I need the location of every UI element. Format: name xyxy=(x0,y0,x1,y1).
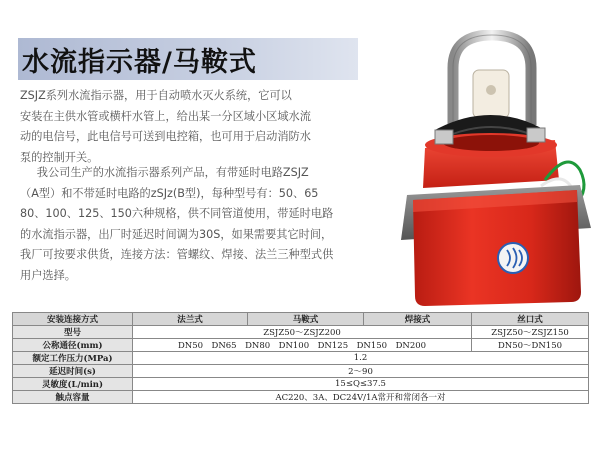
spec-row xyxy=(13,352,589,365)
row-value: 2～90 xyxy=(133,365,589,378)
row-value: ZSJZ50～ZSJZ150 xyxy=(472,326,589,339)
row-label: 触点容量 xyxy=(13,391,133,404)
row-value: 1.2 xyxy=(133,352,589,365)
header-cell: 焊接式 xyxy=(364,313,472,326)
description-paragraph-1 xyxy=(20,86,375,168)
row-label: 额定工作压力(MPa) xyxy=(13,352,133,365)
row-label: 延迟时间(s) xyxy=(13,365,133,378)
description-paragraph-2 xyxy=(20,163,375,286)
spec-row xyxy=(13,326,589,339)
text-line: ZSJZ系列水流指示器，用于自动喷水灭火系统，它可以 xyxy=(20,89,292,102)
spec-table xyxy=(12,312,589,404)
page-title: 水流指示器/马鞍式 xyxy=(22,47,257,78)
row-value: DN50～DN150 xyxy=(472,339,589,352)
text-line: 动的电信号，此电信号可送到电控箱，也可用于启动消防水 xyxy=(20,130,311,143)
row-value: DN50 DN65 DN80 DN100 DN125 DN150 DN200 xyxy=(133,339,472,352)
row-value: AC220、3A、DC24V/1A常开和常闭各一对 xyxy=(133,391,589,404)
text-line: 的水流指示器，出厂时延迟时间调为30S，如果需要其它时间， xyxy=(20,227,333,241)
header-cell: 马鞍式 xyxy=(248,313,364,326)
row-label: 灵敏度(L/min) xyxy=(13,378,133,391)
text-line: 泵的控制开关。 xyxy=(20,150,99,164)
product-photo xyxy=(395,30,595,310)
spec-row xyxy=(13,365,589,378)
spec-row xyxy=(13,391,589,404)
text-line: （A型）和不带延时电路的zSJz(B型)，每种型号有：50、65 xyxy=(20,186,319,200)
row-value: ZSJZ50～ZSJZ200 xyxy=(133,326,472,339)
text-line: 用户选择。 xyxy=(20,268,76,282)
header-cell: 法兰式 xyxy=(133,313,248,326)
text-line: 我公司生产的水流指示器系列产品，有带延时电路ZSJZ xyxy=(36,166,309,179)
header-cell: 安装连接方式 xyxy=(13,313,133,326)
row-label: 公称通径(mm) xyxy=(13,339,133,352)
spec-header-row xyxy=(13,313,589,326)
text-line: 安装在主供水管或横杆水管上，给出某一分区域小区域水流 xyxy=(20,109,311,123)
row-value: 15≤Q≤37.5 xyxy=(133,378,589,391)
spec-row xyxy=(13,339,589,352)
spec-row xyxy=(13,378,589,391)
row-label: 型号 xyxy=(13,326,133,339)
header-cell: 丝口式 xyxy=(472,313,589,326)
text-line: 80、100、125、150六种规格，供不同管道使用，带延时电路 xyxy=(20,207,334,220)
text-line: 我厂可按要求供货，连接方法：管螺纹、焊接、法兰三种型式供 xyxy=(20,248,334,261)
